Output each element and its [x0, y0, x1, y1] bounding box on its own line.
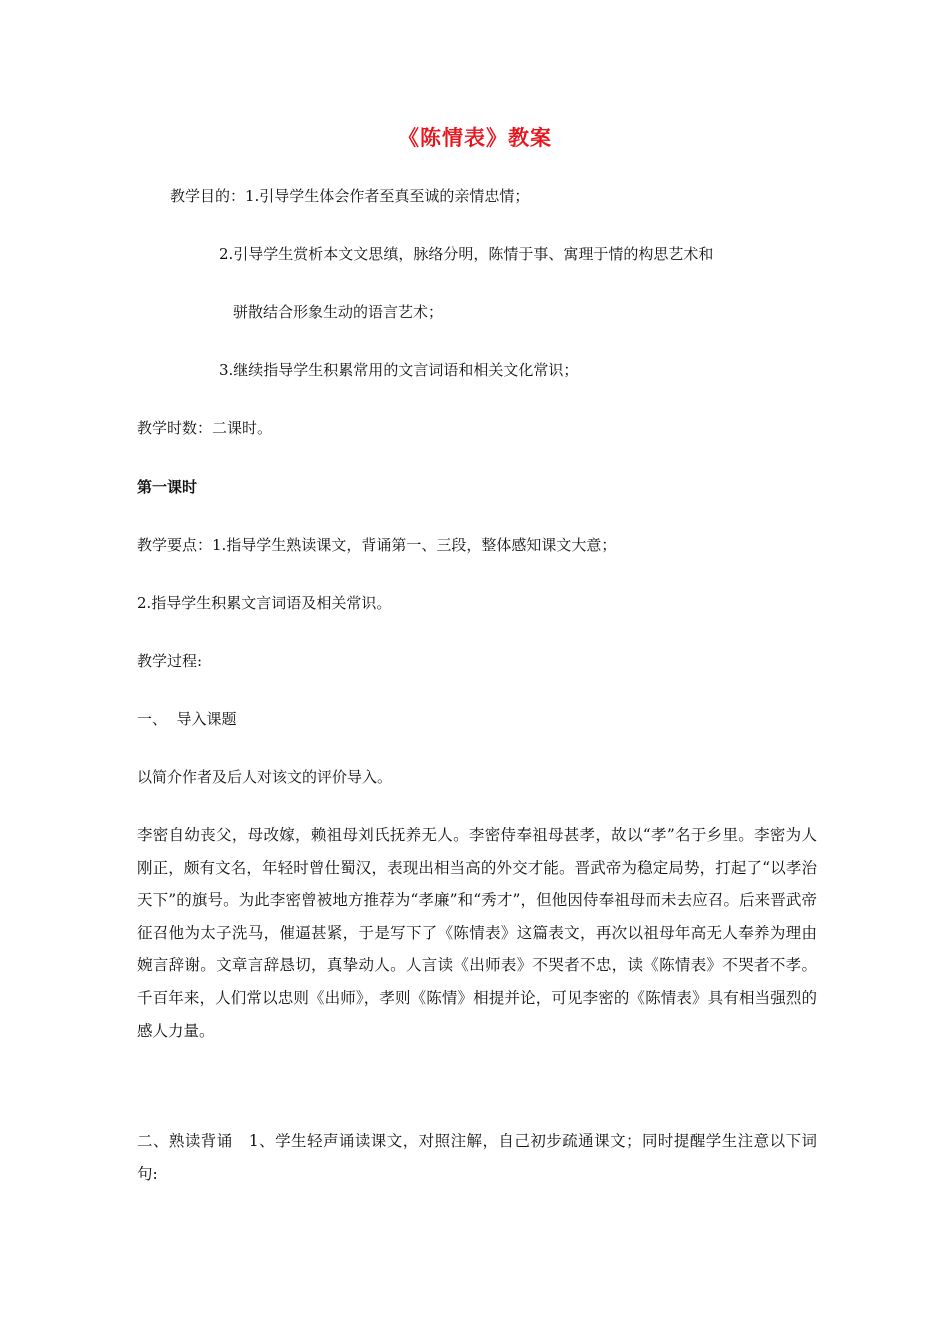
teaching-hours: 教学时数：二课时。 — [137, 419, 273, 437]
lesson-heading: 第一课时 — [137, 478, 198, 496]
section-1-intro: 以简介作者及后人对该文的评价导入。 — [137, 768, 393, 786]
key-points-line-2: 2.指导学生积累文言词语及相关常识。 — [137, 594, 392, 612]
process-label: 教学过程: — [137, 652, 203, 670]
objectives-line: 教学目的：1.引导学生体会作者至真至诚的亲情忠情； — [170, 187, 530, 205]
section-2-paragraph: 二、熟读背诵 1、学生轻声诵读课文，对照注解，自己初步疏通课文；同时提醒学生注意以下词句: — [137, 1132, 817, 1183]
objective-item-2-line-1: 2.引导学生赏析本文文思缜，脉络分明，陈情于事、寓理于情的构思艺术和 — [219, 245, 714, 263]
objective-item-2-line-2: 骈散结合形象生动的语言艺术； — [233, 303, 444, 321]
author-background-paragraph: 李密自幼丧父，母改嫁，赖祖母刘氏抚养无人。李密侍奉祖母甚孝，故以“孝”名于乡里。李密为人刚正，颇有文名，年轻时曾仕蜀汉，表现出相当高的外交才能。晋武帝为稳定局势，打起了“以孝治天下”的旗号。为此李密曾被地方推荐为“孝廉”和“秀才”，但他因侍奉祖母而未去应召。后来晋武帝征召他为太子洗马，催逼甚紧，于是写下了《陈情表》这篇表文，再次以祖母年高无人奉养为理由婉言辞谢。文章言辞恳切，真挚动人。人言读《出师表》不哭者不忠，读《陈情表》不哭者不孝。千百年来，人们常以忠则《出师》，孝则《陈情》相提并论，可见李密的《陈情表》具有相当强烈的感人力量。 — [137, 826, 817, 1040]
document-title: 《陈情表》教案 — [398, 126, 552, 150]
key-points-line-1: 教学要点：1.指导学生熟读课文，背诵第一、三段，整体感知课文大意； — [137, 536, 617, 554]
objective-item-3: 3.继续指导学生积累常用的文言词语和相关文化常识； — [219, 361, 579, 379]
section-1-heading: 一、 导入课题 — [137, 710, 237, 728]
